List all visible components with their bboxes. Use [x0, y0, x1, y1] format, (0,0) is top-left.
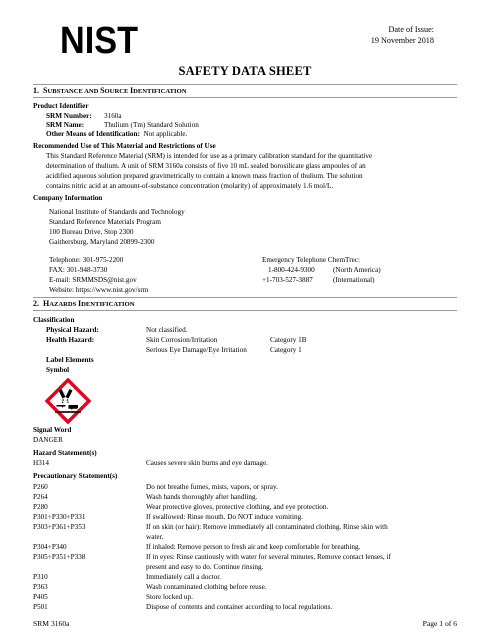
title-cap: H — [43, 299, 50, 308]
hazard-statements-heading: Hazard Statement(s) — [33, 449, 97, 457]
title-smallcaps: OURCE — [104, 88, 131, 95]
recommended-use-line: This Standard Reference Material (SRM) is intended for use as a primary calibration standard for the quantitative — [46, 152, 373, 160]
emergency-number: 1-800-424-9300 — [268, 266, 315, 274]
precautionary-code: P264 — [33, 493, 48, 501]
nist-logo-text: NIST — [60, 22, 138, 58]
srm-name-label: SRM Name: — [46, 121, 85, 129]
recommended-use-line: contains nitric acid at an amount-of-substance concentration (molarity) of approximately 1.6 mol/L. — [46, 182, 334, 190]
footer-page-number: Page 1 of 6 — [422, 619, 457, 628]
section-number: 1. — [33, 86, 39, 95]
precautionary-code: P405 — [33, 593, 48, 601]
title-cap: I — [130, 86, 134, 95]
health-hazard-label: Health Hazard: — [46, 336, 95, 344]
health-hazard-category: Category 1 — [270, 346, 302, 354]
hazard-text: Causes severe skin burns and eye damage. — [146, 459, 268, 467]
precautionary-text: Store locked up. — [146, 593, 193, 601]
symbol-heading: Symbol — [46, 366, 70, 374]
title-smallcaps: DENTIFICATION — [133, 88, 187, 95]
recommended-use-line: determination of thulium. A unit of SRM 3160a consists of five 10 mL sealed borosilicate glass ampoules of an — [46, 162, 366, 170]
srm-number-value: 3160a — [104, 112, 122, 120]
srm-number-label: SRM Number: — [46, 112, 92, 120]
section-number: 2. — [33, 299, 39, 308]
title-smallcaps: UBSTANCE AND — [47, 88, 101, 95]
title-cap: I — [78, 299, 82, 308]
date-value: 19 November 2018 — [370, 36, 434, 46]
emergency-heading: Emergency Telephone ChemTrec: — [262, 256, 360, 264]
address-line: National Institute of Standards and Technology — [49, 208, 185, 216]
signal-word-heading: Signal Word — [33, 426, 72, 434]
address-line: Gaithersburg, Maryland 20899-2300 — [49, 238, 155, 246]
footer-document-id: SRM 3160a — [33, 619, 70, 628]
title-cap: S — [100, 86, 105, 95]
precautionary-code: P305+P351+P338 — [33, 553, 86, 561]
title-cap: S — [43, 86, 48, 95]
label-elements-heading: Label Elements — [46, 356, 94, 364]
precautionary-text: Wash hands thoroughly after handling. — [146, 493, 258, 501]
precautionary-text: Do not breathe fumes, mists, vapors, or spray. — [146, 483, 278, 491]
precautionary-code: P303+P361+P353 — [33, 523, 86, 531]
health-hazard-name: Skin Corrosion/Irritation — [146, 336, 218, 344]
recommended-use-heading: Recommended Use of This Material and Restrictions of Use — [33, 142, 216, 150]
corrosion-pictogram-icon — [45, 378, 91, 424]
contact-email: E-mail: SRMMSDS@nist.gov — [49, 276, 137, 284]
precautionary-text: If in eyes: Rinse cautiously with water for several minutes. Remove contact lenses, if — [146, 553, 391, 561]
emergency-region: (North America) — [333, 266, 381, 274]
document-title: SAFETY DATA SHEET — [178, 64, 312, 78]
precautionary-text: present and easy to do. Continue rinsing. — [146, 563, 264, 571]
precautionary-text: If swallowed: Rinse mouth. Do NOT induce vomiting. — [146, 513, 303, 521]
nist-logo — [60, 22, 140, 58]
precautionary-text: If inhaled: Remove person to fresh air and keep comfortable for breathing. — [146, 543, 361, 551]
hazard-code: H314 — [33, 459, 49, 467]
precautionary-code: P501 — [33, 603, 48, 611]
other-means — [46, 130, 187, 139]
precautionary-code: P363 — [33, 583, 48, 591]
section-divider — [33, 310, 457, 311]
section-divider — [33, 297, 457, 298]
srm-name-value: Thulium (Tm) Standard Solution — [104, 121, 199, 129]
precautionary-text: Immediately call a doctor. — [146, 573, 222, 581]
other-means-label: Other Means of Identification: — [46, 130, 140, 138]
title-smallcaps: DENTIFICATION — [81, 301, 135, 308]
other-means-value: Not applicable. — [143, 130, 188, 138]
date-label: Date of Issue: — [388, 25, 434, 34]
precautionary-code: P304+P340 — [33, 543, 67, 551]
date-of-issue — [371, 24, 434, 46]
health-hazard-category: Category 1B — [270, 336, 307, 344]
signal-word: DANGER — [33, 436, 63, 444]
emergency-region: (International) — [333, 276, 375, 284]
precautionary-code: P280 — [33, 503, 48, 511]
section-2-heading — [33, 299, 135, 310]
precautionary-code: P301+P330+P331 — [33, 513, 86, 521]
precautionary-text: Wash contaminated clothing before reuse. — [146, 583, 267, 591]
emergency-number: +1-703-527-3887 — [262, 276, 313, 284]
health-hazard-name: Serious Eye Damage/Eye Irritation — [146, 346, 247, 354]
contact-telephone: Telephone: 301-975-2200 — [49, 256, 124, 264]
classification-heading: Classification — [33, 316, 75, 324]
address-line: 100 Bureau Drive, Stop 2300 — [49, 228, 134, 236]
product-identifier-heading: Product Identifier — [33, 102, 89, 110]
contact-website: Website: https://www.nist.gov/srm — [49, 286, 149, 294]
precautionary-text: Dispose of contents and container according to local regulations. — [146, 603, 333, 611]
precautionary-text: Wear protective gloves, protective clothing, and eye protection. — [146, 503, 329, 511]
physical-hazard-value: Not classified. — [146, 326, 188, 334]
precautionary-text: water. — [146, 533, 164, 541]
precautionary-code: P260 — [33, 483, 48, 491]
section-divider — [33, 84, 457, 85]
precautionary-text: If on skin (or hair): Remove immediately all contaminated clothing. Rinse skin with — [146, 523, 388, 531]
physical-hazard-label: Physical Hazard: — [46, 326, 99, 334]
title-smallcaps: AZARDS — [49, 301, 78, 308]
section-1-heading — [33, 86, 187, 97]
precautionary-heading: Precautionary Statement(s) — [33, 472, 118, 480]
section-divider — [33, 97, 457, 98]
recommended-use-line: acidified aqueous solution prepared gravimetrically to contain a known mass fraction of thulium. The solution — [46, 172, 363, 180]
precautionary-code: P310 — [33, 573, 48, 581]
company-info-heading: Company Information — [33, 194, 103, 202]
address-line: Standard Reference Materials Program — [49, 218, 161, 226]
contact-fax: FAX: 301-948-3730 — [49, 266, 108, 274]
